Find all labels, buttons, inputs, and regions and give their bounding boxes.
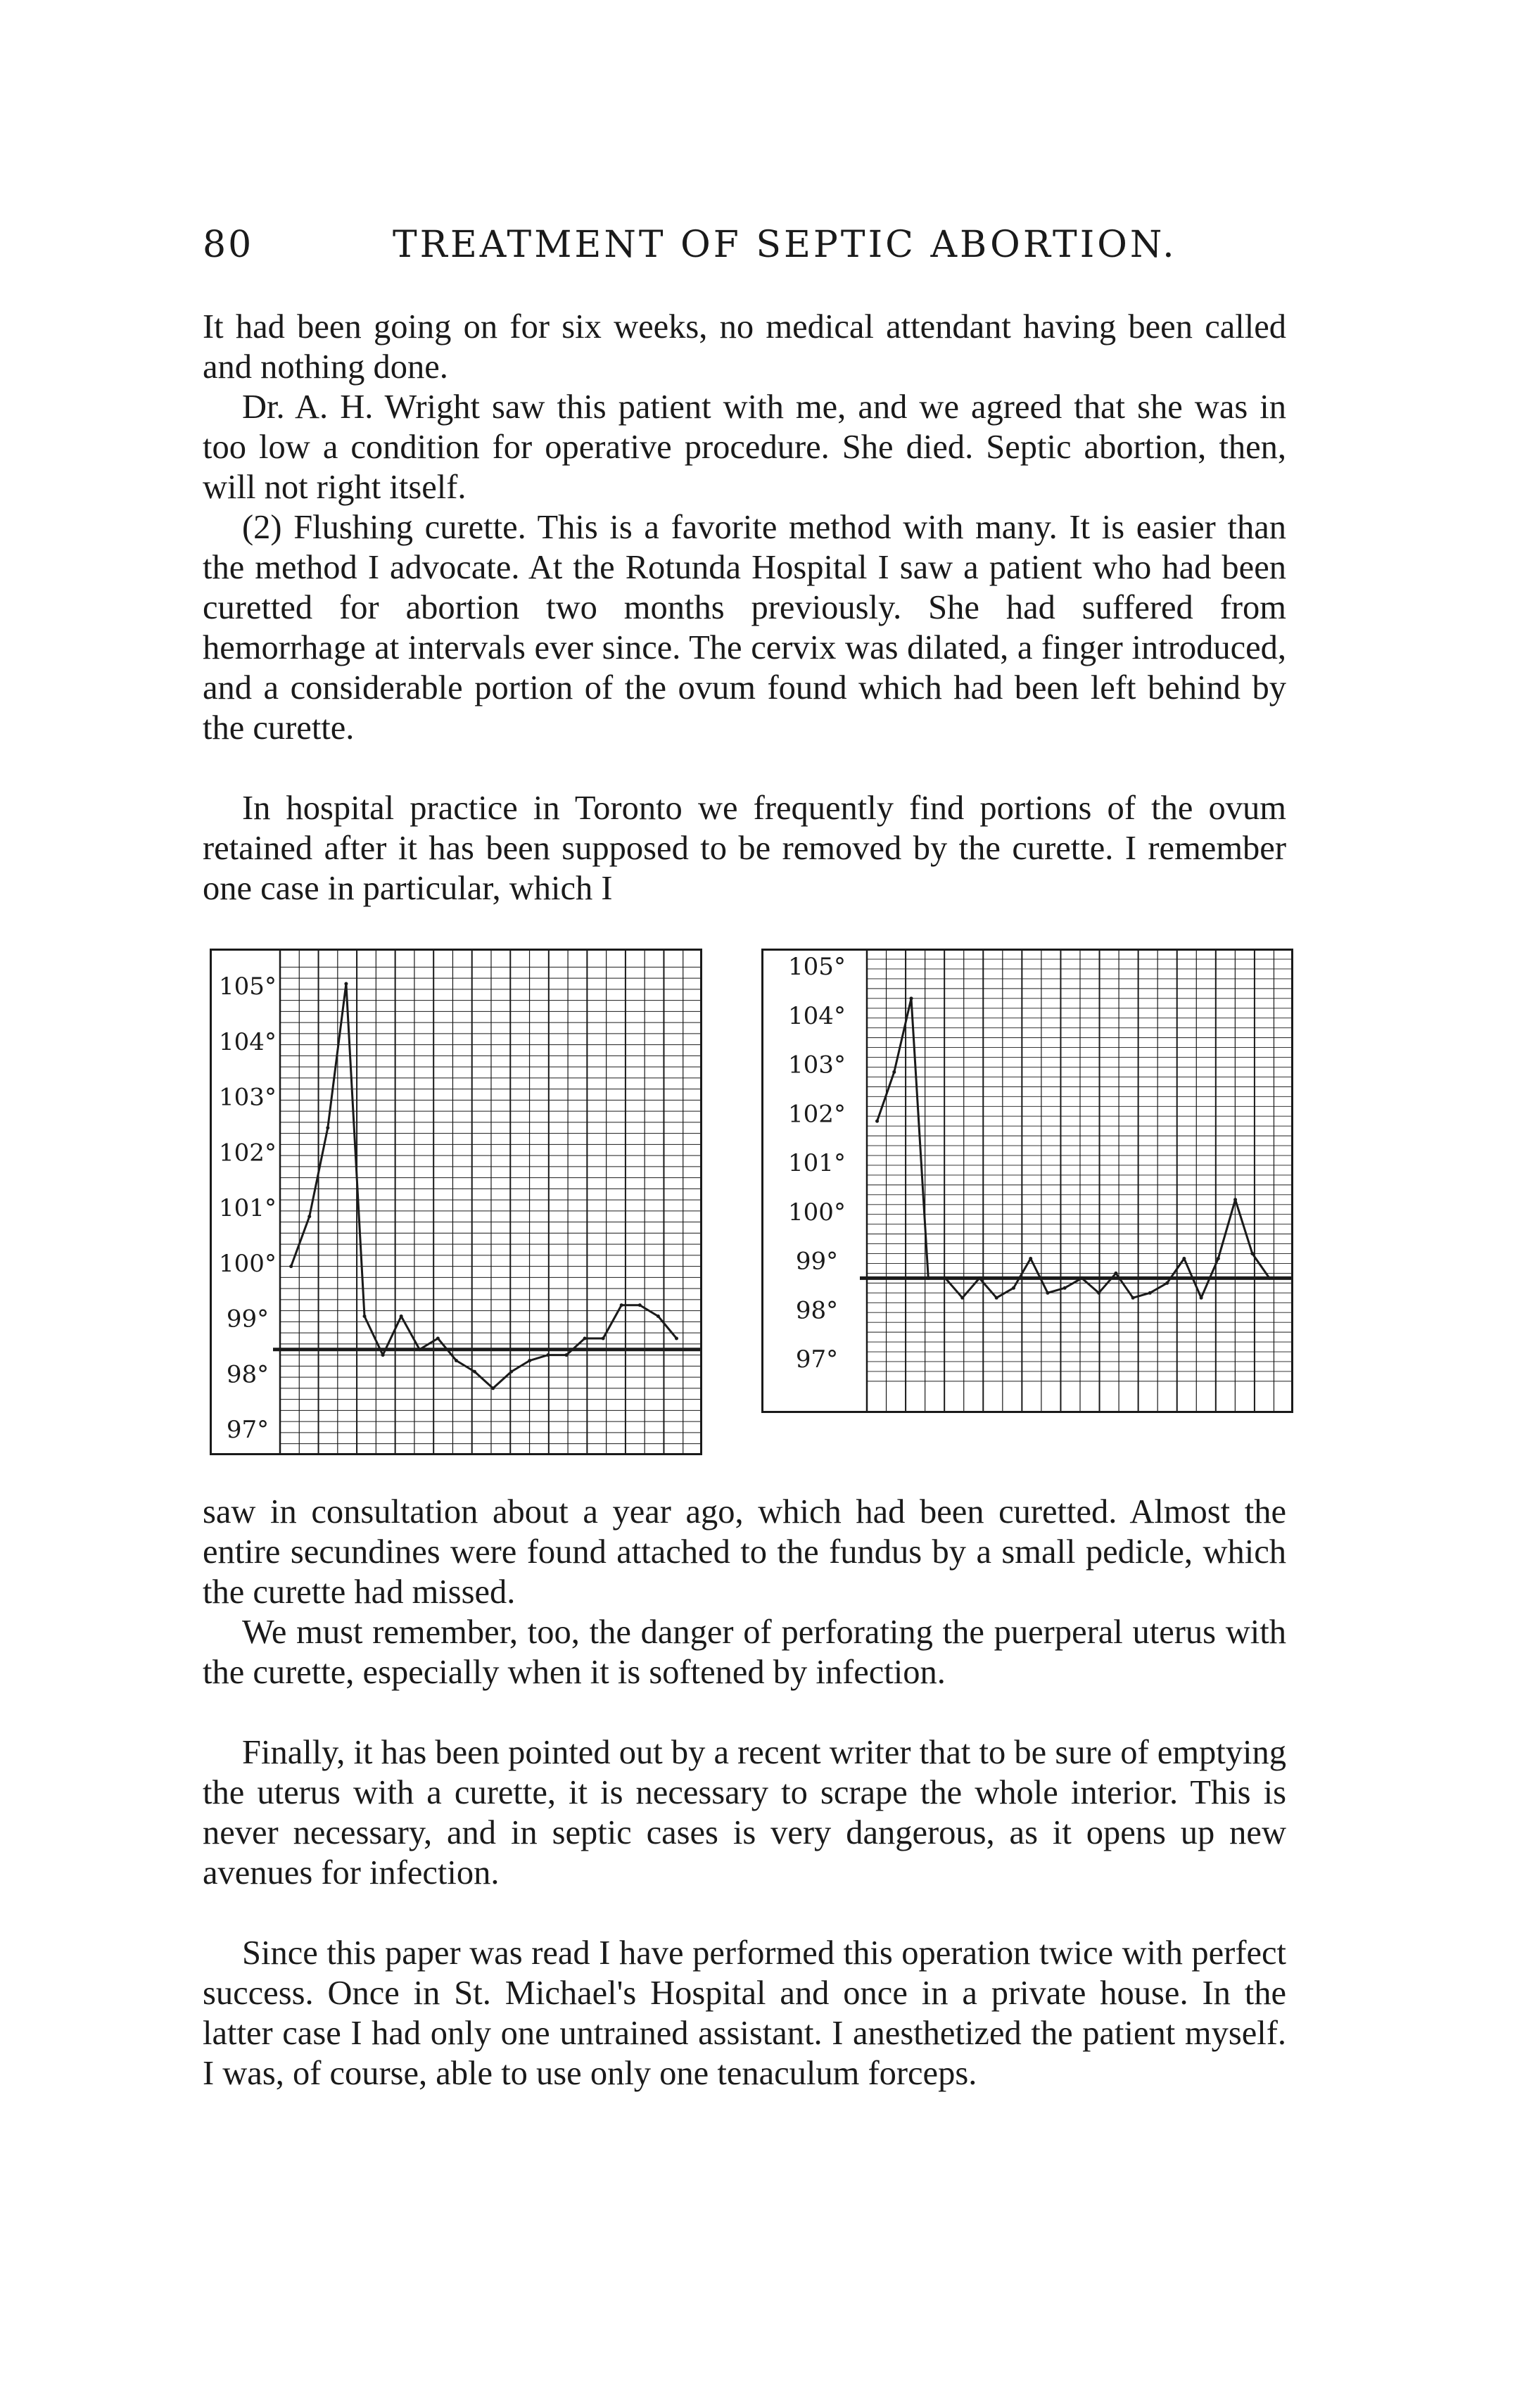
y-tick-label: 101°	[219, 1194, 277, 1222]
temperature-chart-1-svg	[210, 949, 702, 1455]
temperature-chart-2	[761, 949, 1293, 1416]
temperature-chart-1	[210, 949, 702, 1458]
y-tick-label: 104°	[788, 1001, 846, 1030]
y-tick-label: 104°	[219, 1027, 277, 1056]
temperature-point	[1029, 1257, 1032, 1260]
temperature-point	[1165, 1281, 1169, 1285]
y-tick-label: 97°	[795, 1345, 839, 1374]
temperature-point	[326, 1126, 329, 1129]
y-tick-label: 97°	[226, 1416, 269, 1444]
paragraph-consultation: saw in consultation about a year ago, which had been curetted. Almost the entire secundines were found attached to the fundus by a small pedicle, which the curette had missed.	[203, 1493, 1286, 1611]
temperature-point	[977, 1276, 981, 1280]
y-tick-label: 105°	[219, 972, 277, 1001]
paragraph-wright: Dr. A. H. Wright saw this patient with me, and we agreed that she was in too low a condition for operative procedure. She died. Septic abortion, then, will not right itself.	[203, 388, 1286, 506]
temperature-point	[491, 1386, 495, 1390]
temperature-point	[436, 1337, 440, 1341]
y-tick-label: 103°	[788, 1051, 846, 1079]
temperature-point	[1182, 1257, 1186, 1260]
temperature-point	[1268, 1276, 1271, 1280]
y-tick-label: 105°	[788, 953, 846, 981]
y-tick-label: 100°	[788, 1198, 846, 1227]
temperature-point	[1063, 1286, 1067, 1290]
temperature-point	[1148, 1291, 1152, 1295]
temperature-point	[307, 1215, 311, 1218]
paragraph-flushing-curette: (2) Flushing curette. This is a favorite method with many. It is easier than the method I advocate. At the Rotunda Hospital I saw a patient who had been curetted for abortion two months previously. She had suffered from hemorrhage at intervals ever since. The cervix was dilated, a finger introduced, and a considerable portion of the ovum found which had been left behind by the curette.	[203, 509, 1286, 747]
y-tick-label: 102°	[788, 1100, 846, 1129]
temperature-point	[944, 1276, 947, 1280]
temperature-point	[675, 1337, 678, 1341]
temperature-point	[927, 1276, 930, 1280]
temperature-point	[602, 1337, 605, 1341]
temperature-point	[960, 1296, 964, 1300]
temperature-chart-2-svg	[761, 949, 1293, 1413]
temperature-point	[910, 996, 913, 1000]
chart-grid	[867, 949, 1293, 1413]
temperature-point	[1046, 1291, 1049, 1295]
temperature-point	[1080, 1276, 1084, 1280]
paragraph-finally: Finally, it has been pointed out by a recent writer that to be sure of emptying the uterus with a curette, it is necessary to scrape the whole interior. This is never necessary, and in septic cases is very dangerous, as it opens up new avenues for infection.	[203, 1734, 1286, 1891]
y-tick-label: 100°	[219, 1249, 277, 1278]
temperature-point	[1250, 1252, 1254, 1255]
y-tick-label: 99°	[226, 1305, 269, 1333]
temperature-point	[381, 1353, 385, 1357]
temperature-point	[620, 1303, 623, 1307]
temperature-point	[400, 1314, 403, 1318]
paragraph-hospital-practice: In hospital practice in Toronto we frequently find portions of the ovum retained after it has been supposed to be removed by the curette. I remember one case in particular, which I	[203, 790, 1286, 907]
page-number: 80	[203, 224, 254, 266]
chart-grid	[280, 949, 702, 1455]
running-title: TREATMENT OF SEPTIC ABORTION.	[393, 224, 1177, 266]
temperature-point	[1233, 1198, 1237, 1201]
temperature-point	[289, 1265, 293, 1268]
temperature-point	[418, 1348, 421, 1351]
temperature-point	[509, 1370, 513, 1374]
paragraph-perforation: We must remember, too, the danger of perforating the puerperal uterus with the curette, especially when it is softened by infection.	[203, 1614, 1286, 1691]
y-tick-label: 102°	[219, 1139, 277, 1167]
paragraph-continuation: It had been going on for six weeks, no medical attendant having been called and nothing done.	[203, 308, 1286, 386]
temperature-point	[875, 1120, 879, 1123]
y-tick-label: 98°	[795, 1296, 839, 1325]
temperature-point	[1217, 1257, 1220, 1260]
temperature-point	[455, 1359, 458, 1362]
temperature-point	[546, 1353, 550, 1357]
temperature-point	[528, 1359, 531, 1362]
temperature-point	[564, 1353, 568, 1357]
temperature-point	[1114, 1272, 1117, 1275]
temperature-point	[473, 1370, 476, 1374]
temperature-point	[1012, 1286, 1015, 1290]
y-tick-label: 99°	[795, 1247, 839, 1276]
temperature-point	[583, 1337, 587, 1341]
temperature-point	[363, 1314, 367, 1318]
temperature-point	[638, 1303, 642, 1307]
temperature-point	[1097, 1291, 1100, 1295]
page-header	[203, 224, 1286, 273]
temperature-point	[1200, 1296, 1203, 1300]
chart-frame	[211, 950, 702, 1455]
temperature-point	[656, 1314, 660, 1318]
temperature-point	[344, 982, 348, 986]
temperature-series-line	[877, 999, 1270, 1298]
y-tick-label: 98°	[226, 1360, 269, 1389]
y-tick-label: 101°	[788, 1149, 846, 1177]
temperature-point	[892, 1070, 896, 1074]
y-tick-label: 103°	[219, 1083, 277, 1112]
temperature-point	[1131, 1296, 1135, 1300]
temperature-point	[995, 1296, 998, 1300]
paragraph-since: Since this paper was read I have performed this operation twice with perfect success. Once in St. Michael's Hospital and once in a private house. In the latter case I had only one untrained assistant. I anesthetized the patient myself. I was, of course, able to use only one tenaculum forceps.	[203, 1934, 1286, 2092]
